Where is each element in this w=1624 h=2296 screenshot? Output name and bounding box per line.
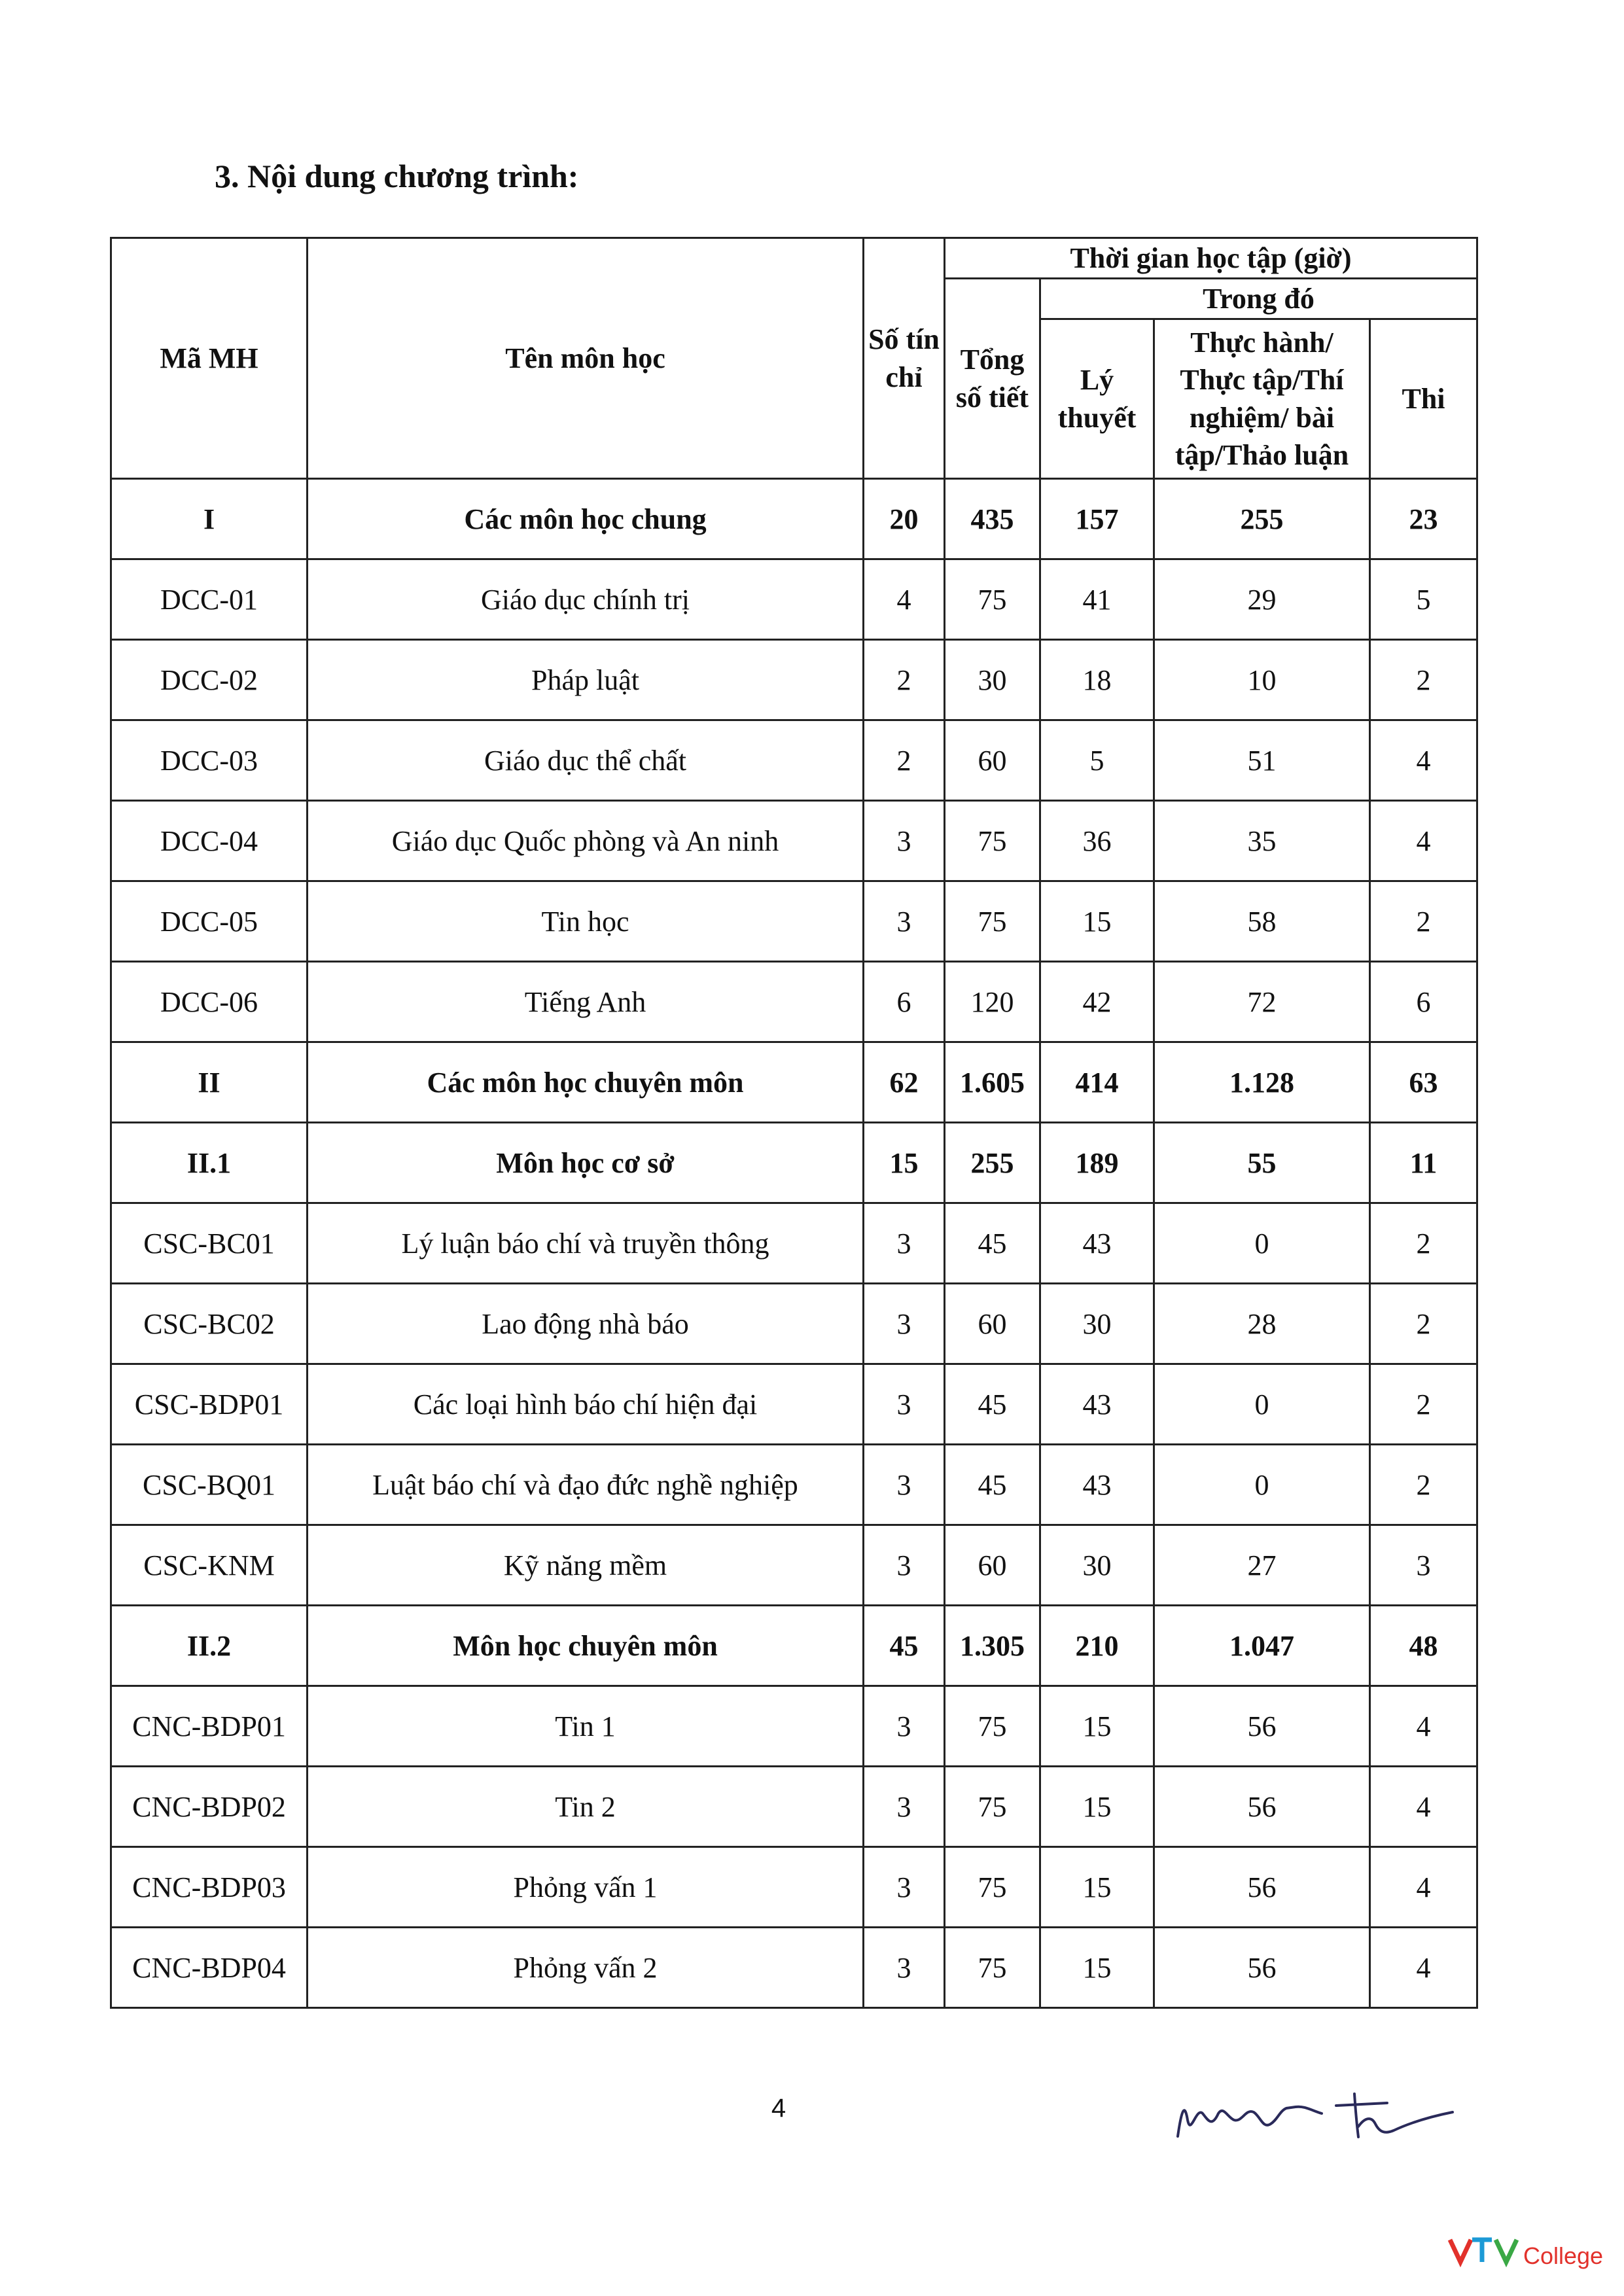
cell-practice: 1.128 [1154, 1042, 1370, 1123]
cell-name: Các loại hình báo chí hiện đại [308, 1364, 864, 1445]
cell-theory: 5 [1040, 720, 1154, 801]
section-title: 3. Nội dung chương trình: [215, 158, 579, 194]
header-code: Mã MH [111, 238, 308, 479]
table-row [111, 881, 1477, 962]
cell-credits: 62 [864, 1042, 945, 1123]
cell-theory: 42 [1040, 962, 1154, 1042]
cell-exam: 2 [1370, 881, 1477, 962]
cell-practice: 29 [1154, 559, 1370, 640]
cell-exam: 2 [1370, 1203, 1477, 1284]
cell-code: DCC-05 [111, 881, 308, 962]
table-row [111, 559, 1477, 640]
cell-credits: 3 [864, 1203, 945, 1284]
table-row [111, 1686, 1477, 1767]
table-row [111, 962, 1477, 1042]
cell-name: Pháp luật [308, 640, 864, 720]
table-row [111, 1847, 1477, 1928]
header-of-which: Trong đó [1040, 279, 1477, 319]
cell-total: 75 [945, 1928, 1040, 2008]
cell-exam: 11 [1370, 1123, 1477, 1203]
cell-name: Luật báo chí và đạo đức nghề nghiệp [308, 1445, 864, 1525]
table-row [111, 1767, 1477, 1847]
cell-total: 45 [945, 1364, 1040, 1445]
table-row [111, 1525, 1477, 1606]
cell-exam: 6 [1370, 962, 1477, 1042]
table-body [111, 479, 1477, 2008]
cell-theory: 15 [1040, 1928, 1154, 2008]
cell-name: Các môn học chuyên môn [308, 1042, 864, 1123]
cell-credits: 2 [864, 640, 945, 720]
cell-total: 60 [945, 1525, 1040, 1606]
cell-exam: 63 [1370, 1042, 1477, 1123]
cell-total: 60 [945, 720, 1040, 801]
cell-theory: 41 [1040, 559, 1154, 640]
cell-code: CNC-BDP04 [111, 1928, 308, 2008]
header-name: Tên môn học [308, 238, 864, 479]
cell-total: 255 [945, 1123, 1040, 1203]
cell-total: 75 [945, 1767, 1040, 1847]
cell-theory: 15 [1040, 881, 1154, 962]
curriculum-table [110, 237, 1478, 2009]
cell-theory: 43 [1040, 1445, 1154, 1525]
cell-code: I [111, 479, 308, 559]
table-row [111, 1445, 1477, 1525]
table-row [111, 1203, 1477, 1284]
cell-practice: 55 [1154, 1123, 1370, 1203]
cell-credits: 2 [864, 720, 945, 801]
cell-name: Kỹ năng mềm [308, 1525, 864, 1606]
cell-theory: 43 [1040, 1203, 1154, 1284]
cell-practice: 0 [1154, 1364, 1370, 1445]
cell-credits: 3 [864, 1284, 945, 1364]
cell-total: 1.605 [945, 1042, 1040, 1123]
cell-exam: 2 [1370, 640, 1477, 720]
cell-total: 75 [945, 1847, 1040, 1928]
cell-code: CSC-BC01 [111, 1203, 308, 1284]
cell-theory: 15 [1040, 1847, 1154, 1928]
cell-credits: 3 [864, 801, 945, 881]
cell-exam: 4 [1370, 720, 1477, 801]
cell-name: Tin 2 [308, 1767, 864, 1847]
cell-credits: 3 [864, 1847, 945, 1928]
cell-code: CNC-BDP02 [111, 1767, 308, 1847]
cell-exam: 4 [1370, 801, 1477, 881]
cell-practice: 58 [1154, 881, 1370, 962]
cell-name: Môn học cơ sở [308, 1123, 864, 1203]
header-time-group: Thời gian học tập (giờ) [945, 238, 1477, 279]
cell-credits: 20 [864, 479, 945, 559]
cell-theory: 189 [1040, 1123, 1154, 1203]
cell-code: DCC-02 [111, 640, 308, 720]
cell-total: 120 [945, 962, 1040, 1042]
cell-code: CSC-BC02 [111, 1284, 308, 1364]
header-total: Tổng số tiết [945, 279, 1040, 479]
cell-practice: 28 [1154, 1284, 1370, 1364]
cell-practice: 27 [1154, 1525, 1370, 1606]
cell-theory: 210 [1040, 1606, 1154, 1686]
table-row [111, 1364, 1477, 1445]
cell-name: Tin 1 [308, 1686, 864, 1767]
cell-total: 45 [945, 1203, 1040, 1284]
cell-exam: 2 [1370, 1364, 1477, 1445]
table-row [111, 1284, 1477, 1364]
cell-theory: 157 [1040, 479, 1154, 559]
cell-credits: 15 [864, 1123, 945, 1203]
cell-name: Môn học chuyên môn [308, 1606, 864, 1686]
cell-practice: 56 [1154, 1928, 1370, 2008]
cell-total: 60 [945, 1284, 1040, 1364]
cell-code: CNC-BDP01 [111, 1686, 308, 1767]
cell-practice: 0 [1154, 1203, 1370, 1284]
cell-practice: 1.047 [1154, 1606, 1370, 1686]
table-row [111, 1928, 1477, 2008]
cell-credits: 6 [864, 962, 945, 1042]
cell-practice: 72 [1154, 962, 1370, 1042]
cell-exam: 4 [1370, 1686, 1477, 1767]
table-row [111, 1606, 1477, 1686]
cell-code: II.1 [111, 1123, 308, 1203]
cell-theory: 30 [1040, 1525, 1154, 1606]
cell-practice: 35 [1154, 801, 1370, 881]
cell-name: Các môn học chung [308, 479, 864, 559]
table-row [111, 801, 1477, 881]
cell-exam: 4 [1370, 1928, 1477, 2008]
table-row [111, 640, 1477, 720]
cell-credits: 3 [864, 1525, 945, 1606]
cell-theory: 15 [1040, 1686, 1154, 1767]
vtv-college-watermark [1446, 2228, 1610, 2274]
cell-theory: 18 [1040, 640, 1154, 720]
vtv-logo-icon [1446, 2228, 1523, 2274]
header-practice: Thực hành/ Thực tập/Thí nghiệm/ bài tập/Thảo luận [1154, 319, 1370, 479]
cell-name: Tin học [308, 881, 864, 962]
cell-theory: 36 [1040, 801, 1154, 881]
cell-code: CSC-BQ01 [111, 1445, 308, 1525]
cell-name: Phỏng vấn 1 [308, 1847, 864, 1928]
cell-practice: 10 [1154, 640, 1370, 720]
cell-practice: 51 [1154, 720, 1370, 801]
cell-code: DCC-01 [111, 559, 308, 640]
cell-exam: 2 [1370, 1284, 1477, 1364]
cell-theory: 15 [1040, 1767, 1154, 1847]
watermark-text: College [1523, 2242, 1604, 2269]
cell-exam: 4 [1370, 1847, 1477, 1928]
cell-credits: 45 [864, 1606, 945, 1686]
cell-practice: 0 [1154, 1445, 1370, 1525]
table-row [111, 720, 1477, 801]
cell-credits: 3 [864, 1767, 945, 1847]
cell-practice: 56 [1154, 1767, 1370, 1847]
cell-practice: 255 [1154, 479, 1370, 559]
cell-code: CSC-BDP01 [111, 1364, 308, 1445]
cell-exam: 48 [1370, 1606, 1477, 1686]
cell-exam: 23 [1370, 479, 1477, 559]
cell-credits: 3 [864, 1928, 945, 2008]
cell-name: Tiếng Anh [308, 962, 864, 1042]
cell-total: 75 [945, 801, 1040, 881]
cell-total: 75 [945, 881, 1040, 962]
cell-total: 75 [945, 1686, 1040, 1767]
cell-code: CSC-KNM [111, 1525, 308, 1606]
cell-credits: 3 [864, 1445, 945, 1525]
cell-name: Lý luận báo chí và truyền thông [308, 1203, 864, 1284]
table-row [111, 1123, 1477, 1203]
header-theory: Lý thuyết [1040, 319, 1154, 479]
header-exam: Thi [1370, 319, 1477, 479]
cell-credits: 4 [864, 559, 945, 640]
cell-theory: 414 [1040, 1042, 1154, 1123]
cell-code: CNC-BDP03 [111, 1847, 308, 1928]
cell-total: 75 [945, 559, 1040, 640]
cell-code: II [111, 1042, 308, 1123]
cell-name: Phỏng vấn 2 [308, 1928, 864, 2008]
cell-code: DCC-04 [111, 801, 308, 881]
cell-exam: 2 [1370, 1445, 1477, 1525]
cell-exam: 5 [1370, 559, 1477, 640]
header-credits: Số tín chỉ [864, 238, 945, 479]
cell-code: DCC-03 [111, 720, 308, 801]
cell-name: Giáo dục chính trị [308, 559, 864, 640]
cell-total: 1.305 [945, 1606, 1040, 1686]
cell-credits: 3 [864, 1686, 945, 1767]
cell-theory: 43 [1040, 1364, 1154, 1445]
cell-exam: 3 [1370, 1525, 1477, 1606]
cell-credits: 3 [864, 881, 945, 962]
cell-total: 30 [945, 640, 1040, 720]
table-row [111, 1042, 1477, 1123]
cell-name: Lao động nhà báo [308, 1284, 864, 1364]
cell-practice: 56 [1154, 1686, 1370, 1767]
cell-exam: 4 [1370, 1767, 1477, 1847]
handwritten-signature [1165, 2074, 1466, 2153]
cell-practice: 56 [1154, 1847, 1370, 1928]
cell-theory: 30 [1040, 1284, 1154, 1364]
cell-name: Giáo dục Quốc phòng và An ninh [308, 801, 864, 881]
table-row [111, 479, 1477, 559]
page-number: 4 [771, 2094, 786, 2123]
cell-code: II.2 [111, 1606, 308, 1686]
cell-name: Giáo dục thể chất [308, 720, 864, 801]
cell-total: 435 [945, 479, 1040, 559]
cell-total: 45 [945, 1445, 1040, 1525]
cell-credits: 3 [864, 1364, 945, 1445]
cell-code: DCC-06 [111, 962, 308, 1042]
